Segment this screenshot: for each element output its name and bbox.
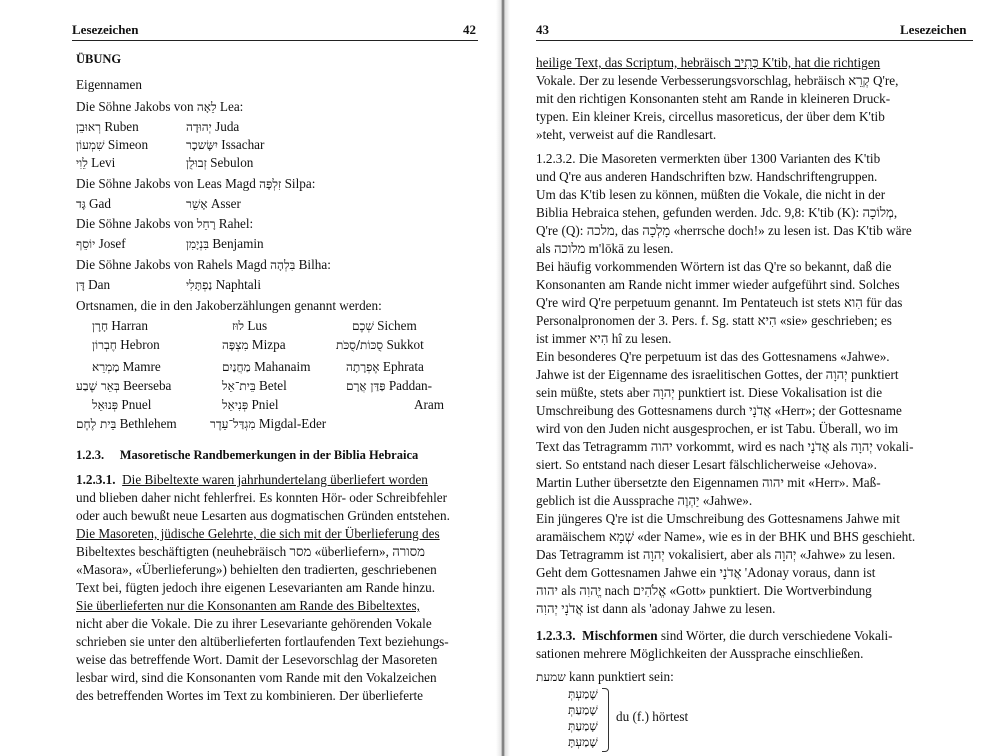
place-cell: אֶפְרָתָה Ephrata <box>346 359 424 374</box>
para-line: 1.2.3.1. Die Bibeltexte waren jahrhundertelang überliefert worden <box>76 472 428 487</box>
place-cell: בְּאֵר שֶׁבַע Beerseba <box>76 378 172 393</box>
para-line: wird von den Juden nicht ausgesprochen, er ist Tabu. Überall, wo im <box>536 421 899 436</box>
para-line: Das Tetragramm ist יְהוָה vokalisiert, aber als יְהוָה «Jahwe» zu lesen. <box>536 547 896 562</box>
name-row: שִׁמְעוֹן Simeon <box>76 137 149 152</box>
para-line: יהוה als יֱהוִה nach אֱלֹהִים «Gott» punktiert. Die Wortverbindung <box>536 583 872 598</box>
sons-rahel-line: Die Söhne Jakobs von רָחֵל Rahel: <box>76 216 254 231</box>
places-intro: Ortsnamen, die in den Jakoberzählungen genannt werden: <box>76 298 382 313</box>
place-cell: מִצְפָּה Mizpa <box>222 337 286 352</box>
place-cell: חָרָן Harran <box>92 318 148 333</box>
subsection-heading: 1.2.3.3. Mischformen sind Wörter, die durch verschiedene Vokali- <box>536 628 893 643</box>
para-line: sationen mehrere Möglichkeiten der Aussprache einschließen. <box>536 646 864 661</box>
name-row: יִשָּׂשכָר Issachar <box>186 137 265 152</box>
para-line: Q're (Q): מלכה, das מָלְכָה «herrsche doch!» zu lesen ist. Das K'tib wäre <box>536 223 912 238</box>
place-cell: לוּז Lus <box>232 318 268 333</box>
para-line: geblich ist die Aussprache יַהְוֶה «Jahwe». <box>536 493 753 508</box>
para-line: weise das betreffende Wort. Damit der Lesevorschlag der Masoreten <box>76 652 438 667</box>
place-cell: מַמְרֵא Mamre <box>92 359 161 374</box>
para-line: schrieben sie unter den altüberlieferten fortlaufenden Text beziehungs- <box>76 634 449 649</box>
right-running-header: Lesezeichen <box>900 22 967 37</box>
sons-lea-line <box>76 98 243 116</box>
para-line: mit den richtigen Konsonanten steht am Rande in kleineren Druck- <box>536 91 891 106</box>
para-line: Um das K'tib lesen zu können, müßten die Vokale, die nicht in der <box>536 187 886 202</box>
mischform-gloss: du (f.) hörtest <box>616 709 689 724</box>
para-line: Ein jüngeres Q're ist die Umschreibung des Gottesnamens Jahwe mit <box>536 511 900 526</box>
para-line: heilige Text, das Scriptum, hebräisch כְּתִיב K'tib, hat die richtigen <box>536 55 881 70</box>
name-row: בִּנְיָמִן Benjamin <box>186 236 264 251</box>
para-line: Sie überlieferten nur die Konsonanten am Rande des Bibeltextes, <box>76 598 420 613</box>
mischform-variant: שָׁמַעְתָּ <box>568 735 598 749</box>
para-line: siert. So entstand nach dieser Lesart fälschlicherweise «Jehova». <box>536 457 877 472</box>
place-cell: חֶבְרוֹן Hebron <box>92 337 160 352</box>
place-cell: פְּנוּאֵל Pnuel <box>92 397 152 412</box>
para-line: Text das Tetragramm יהוה vorkommt, wird es nach אֲדֹנָי als יְהוָה vokali- <box>536 439 914 454</box>
subsection-number: 1.2.3.3. <box>536 628 576 643</box>
para-line: des betreffenden Wortes im Text zu kombinieren. Der überlieferte <box>76 688 423 703</box>
para-line: Ein besonderes Q're perpetuum ist das des Gottesnamens «Jahwe». <box>536 349 890 364</box>
para-line: Die Masoreten, jüdische Gelehrte, die sich mit der Überlieferung des <box>76 526 440 541</box>
para-line: Vokale. Der zu lesende Verbesserungsvorschlag, hebräisch קְרֵא Q're, <box>536 73 899 88</box>
name-row: רְאוּבֵן Ruben <box>76 119 139 134</box>
para-line: Q're wird Q're perpetuum genannt. Im Pentateuch ist stets הִוא für das <box>536 295 903 310</box>
right-header-rule <box>536 40 973 41</box>
para-line: aramäischem שְׁמָא «der Name», wie es in der BHK und BHS geschieht. <box>536 529 916 544</box>
place-cell: שְׁכֶם Sichem <box>352 318 417 333</box>
subsection-title: Mischformen <box>582 628 658 643</box>
para-line: Umschreibung des Gottesnamens durch אֲדֹנָי «Herr»; der Gottesname <box>536 403 902 418</box>
para-line: Konsonanten am Rande nicht immer wieder aufgeführt sind. Solches <box>536 277 900 292</box>
exercise-title: ÜBUNG <box>76 52 122 66</box>
bracket <box>602 688 609 752</box>
para-line: «Masora», «Überlieferung») behielten den tradierten, geschriebenen <box>76 562 437 577</box>
section-heading: 1.2.3. Masoretische Randbemerkungen in der Biblia Hebraica <box>76 448 419 462</box>
para-line: Bei häufig vorkommenden Wörtern ist das Q're so bekannt, daß die <box>536 259 892 274</box>
sons-silpa-line: Die Söhne Jakobs von Leas Magd זִלְפָּה Silpa: <box>76 176 316 191</box>
place-cell: בֵּית־אֵל Betel <box>222 378 287 393</box>
para-line: Bibeltextes beschäftigten (neuhebräisch מסר «überliefern», מסורה <box>76 544 425 559</box>
para-line: Personalpronomen der 3. Pers. f. Sg. statt הִיא «sie» geschrieben; es <box>536 313 892 328</box>
para-line: 1.2.3.2. Die Masoreten vermerkten über 1300 Varianten des K'tib <box>536 151 881 166</box>
para-line: und Q're aus anderen Handschriften bzw. Handschriftengruppen. <box>536 169 878 184</box>
para-line: oder auch bewußt neue Lesarten aus dogmatischen Gründen entstehen. <box>76 508 450 523</box>
para-line: Geht dem Gottesnamen Jahwe ein אֲדֹנָי 'Adonay voraus, dann ist <box>536 565 876 580</box>
name-row: יְהוּדָה Juda <box>186 119 240 134</box>
para-line: als מלוכה m'lōkā zu lesen. <box>536 241 674 256</box>
place-cell: סֻכּוֹת/סֻכֹּת Sukkot <box>336 337 424 352</box>
name-row: אָשֵׁר Asser <box>186 196 241 211</box>
name-row: נַפְתָּלִי Naphtali <box>186 277 261 292</box>
para-line: »teht, verweist auf die Randlesart. <box>536 127 717 142</box>
para-line: אֲדֹנָי יְהוִה ist dann als 'adonay Jahwe zu lesen. <box>536 601 776 616</box>
right-page-number: 43 <box>536 22 549 37</box>
place-cell: פְּנִיאֵל Pniel <box>222 397 279 412</box>
place-cell: פַּדַּן אֲרָם Paddan- <box>346 378 433 393</box>
subsection-number: 1.2.3.1. <box>76 472 116 487</box>
para-line: lesbar wird, sind die Konsonanten vom Rande mit den Vokalzeichen <box>76 670 437 685</box>
name-row: גָּד Gad <box>76 196 112 211</box>
left-page-number: 42 <box>463 22 476 37</box>
name-row: לֵוִי Levi <box>76 155 116 170</box>
name-row: דָּן Dan <box>76 277 111 292</box>
place-cell: בֵּית לֶחֶם Bethlehem <box>76 416 177 431</box>
mischform-variant: שָׁמַעַתְּ <box>568 719 598 733</box>
eigennamen-label: Eigennamen <box>76 77 142 92</box>
mischform-variant: שָׁמַעַתְּ <box>568 703 598 717</box>
sons-bilha-line: Die Söhne Jakobs von Rahels Magd בִּלְהָה Bilha: <box>76 257 331 272</box>
para-line: Martin Luther übersetzte den Eigennamen יהוה mit «Herr». Maß- <box>536 475 881 490</box>
para-line: sein müßte, stets aber יְהוָה punktiert ist. Diese Vokalisation ist die <box>536 385 883 400</box>
left-header-rule <box>72 40 478 41</box>
name-row: יוֹסֵף Josef <box>76 236 126 251</box>
place-cell: מַחֲנַיִם Mahanaim <box>222 359 311 374</box>
para-line: ist immer הִיא hî zu lesen. <box>536 331 672 346</box>
para-line: typen. Ein kleiner Kreis, circellus masoreticus, der über dem K'tib <box>536 109 885 124</box>
mischform-line: שמעת kann punktiert sein: <box>536 669 674 684</box>
hebrew-word: לֵאָה <box>196 100 217 114</box>
para-line: Text bei, fügten jedoch ihre eigenen Lesevarianten am Rande hinzu. <box>76 580 436 595</box>
line-text: Lea: <box>219 99 244 114</box>
place-cell: Aram <box>414 397 445 412</box>
name-row: זְבוּלֻן Sebulon <box>186 155 254 170</box>
mischform-variant: שָׁמַעְתְּ <box>568 687 598 701</box>
para-line: Biblia Hebraica stehen, gefunden werden. Jdc. 9,8: K'tib (K): מְלוֹכָה, <box>536 205 898 220</box>
left-running-header: Lesezeichen <box>72 22 139 37</box>
left-page <box>0 0 500 756</box>
para-line: nicht aber die Vokale. Die zu ihrer Lesevariante gehörenden Vokale <box>76 616 432 631</box>
line-text: Die Söhne Jakobs von <box>76 99 194 114</box>
place-cell: מִגְדַּל־עֵדֶר Migdal-Eder <box>210 416 327 431</box>
para-line: und blieben daher nicht fehlerfrei. Es konnten Hör- oder Schreibfehler <box>76 490 448 505</box>
para-line: Jahwe ist der Eigenname des israelitischen Gottes, der יְהוָה punktiert <box>536 367 899 382</box>
